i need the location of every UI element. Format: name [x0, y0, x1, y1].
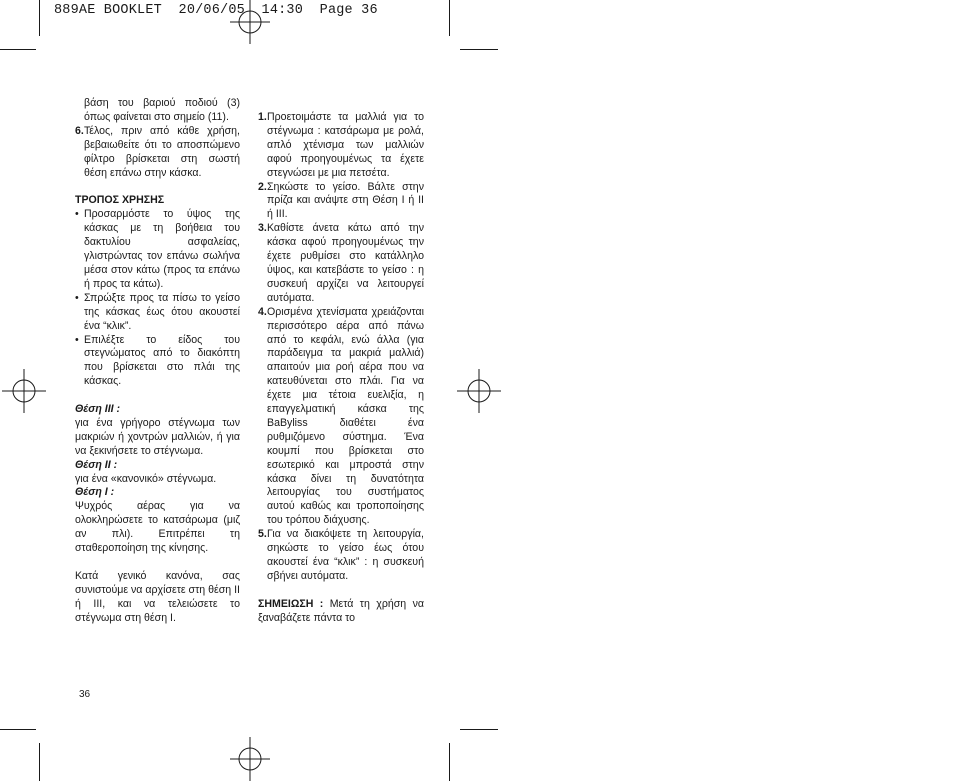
bullet-icon: • — [75, 333, 79, 346]
item-text: Σηκώστε το γείσο. Βάλτε στην πρίζα και ανάψτε στη Θέση I ή II ή III. — [267, 180, 424, 221]
mode-2-label: Θέση II : — [75, 458, 118, 471]
crop-mark-bottom-left-v — [39, 743, 40, 781]
item-number: 2. — [258, 180, 267, 193]
item-number: 1. — [258, 111, 267, 123]
crop-mark-top-right-v — [449, 0, 450, 36]
item-number: 6. — [75, 124, 84, 137]
mode-3-label: Θέση III : — [75, 403, 121, 416]
right-column — [258, 111, 424, 626]
bullet-icon: • — [75, 291, 79, 304]
bullet-icon: • — [75, 208, 79, 221]
crop-mark-bottom-left-h — [0, 729, 36, 730]
bullet-text: Επιλέξτε το είδος του στεγνώματος από το διακόπτη που βρίσκεται στο πλάι της κάσκας. — [84, 333, 240, 388]
registration-mark-left — [2, 369, 46, 413]
item-number: 4. — [258, 305, 267, 318]
general-advice: Κατά γενικό κανόνα, σας συνιστούμε να αρχίσετε στη θέση II ή III, και να τελειώσετε το στέγνωμα στη θέση I. — [75, 569, 240, 624]
item-number: 5. — [258, 528, 267, 541]
note-paragraph — [258, 598, 424, 626]
section-heading: ΤΡΟΠΟΣ ΧΡΗΣΗΣ — [75, 194, 165, 207]
registration-mark-top — [228, 0, 272, 44]
print-slug: 889AE BOOKLET 20/06/05 14:30 Page 36 — [54, 3, 378, 18]
instruction-item-3 — [258, 222, 424, 305]
item-text: Για να διακόψετε τη λειτουργία, σηκώστε το γείσο έως ότου ακουστεί ένα “κλικ” : η συσκευή σβήνει αυτόματα. — [267, 528, 424, 582]
page-number: 36 — [79, 689, 91, 700]
item-number: 3. — [258, 222, 267, 235]
registration-mark-right — [457, 369, 501, 413]
crop-mark-bottom-right-v — [449, 743, 450, 781]
item-text: Προετοιμάστε τα μαλλιά για το στέγνωμα : κατσάρωμα με ρολά, απλό χτένισμα των μαλλιών αφού προηγουμένως τα έχετε στεγνώσει με μια πετσέτα. — [267, 111, 424, 179]
instruction-item-5 — [258, 528, 424, 584]
instruction-item-6 — [75, 125, 240, 181]
bullet-text: Σπρώξτε προς τα πίσω το γείσο της κάσκας έως ότου ακουστεί ένα “κλικ”. — [84, 291, 240, 332]
bullet-item — [75, 334, 240, 390]
instruction-item-2 — [258, 181, 424, 223]
note-label: ΣΗΜΕΙΩΣΗ : — [258, 597, 324, 610]
bullet-text: Προσαρμόστε το ύψος της κάσκας με τη βοήθεια του δακτυλίου ασφαλείας, γλιστρώντας τον επάνω σωλήνα μέσα στον κάτω (προς τα επάνω ή προς τα κάτω). — [84, 208, 240, 290]
instruction-item-1 — [258, 111, 424, 181]
crop-mark-top-left-h — [0, 49, 36, 50]
item-text: Τέλος, πριν από κάθε χρήση, βεβαιωθείτε ότι το αποσπώμενο φίλτρο βρίσκεται στη σωστή θέση επάνω στην κάσκα. — [84, 124, 240, 179]
crop-mark-top-left-v — [39, 0, 40, 36]
registration-mark-bottom — [228, 737, 272, 781]
continued-text: βάση του βαριού ποδιού (3) όπως φαίνεται στο σημείο (11). — [84, 97, 240, 123]
instruction-item-4 — [258, 306, 424, 529]
item-text: Ορισμένα χτενίσματα χρειάζονται περισσότερο αέρα από πάνω από το κεφάλι, ενώ άλλα (για παράδειγμα τα μακριά μαλλιά) απαιτούν μια ροή αέρα που να κατευθύνεται στο πλάι. Για να έχετε μια τέτοια ευελιξία, η επαγγελματική κάσκα της BaByliss διαθέτει ένα ρυθμιζόμενο σύστημα. Ένα κουμπί που βρίσκεται στο εσωτερικό και μπροστά στην κάσκα δίνει τη δυνατότητα λειτουργίας του συστήματος αυτού καθώς και τροποποίησης του τρόπου διάχυσης. — [267, 305, 424, 527]
mode-1-text: Ψυχρός αέρας για να ολοκληρώσετε το κατσάρωμα (μιζ αν πλι). Επιτρέπει τη σταθεροποίηση της κίνησης. — [75, 500, 240, 555]
item-text: Καθίστε άνετα κάτω από την κάσκα αφού προηγουμένως την έχετε ρυθμίσει στο κατάλληλο ύψος, και κατεβάστε το γείσο : η συσκευή αρχίζει να λειτουργεί αυτόματα. — [267, 222, 424, 304]
crop-mark-bottom-right-h — [460, 729, 498, 730]
note-text: Μετά τη χρήση να ξαναβάζετε πάντα το — [258, 597, 424, 624]
crop-mark-top-right-h — [460, 49, 498, 50]
bullet-item — [75, 208, 240, 291]
left-column — [75, 97, 240, 626]
mode-2-text: για ένα «κανονικό» στέγνωμα. — [75, 472, 217, 485]
mode-1-label: Θέση I : — [75, 486, 115, 499]
bullet-item — [75, 292, 240, 334]
mode-3-text: για ένα γρήγορο στέγνωμα των μακριών ή χοντρών μαλλιών, ή για να ξεκινήσετε το στέγνωμα. — [75, 416, 240, 457]
